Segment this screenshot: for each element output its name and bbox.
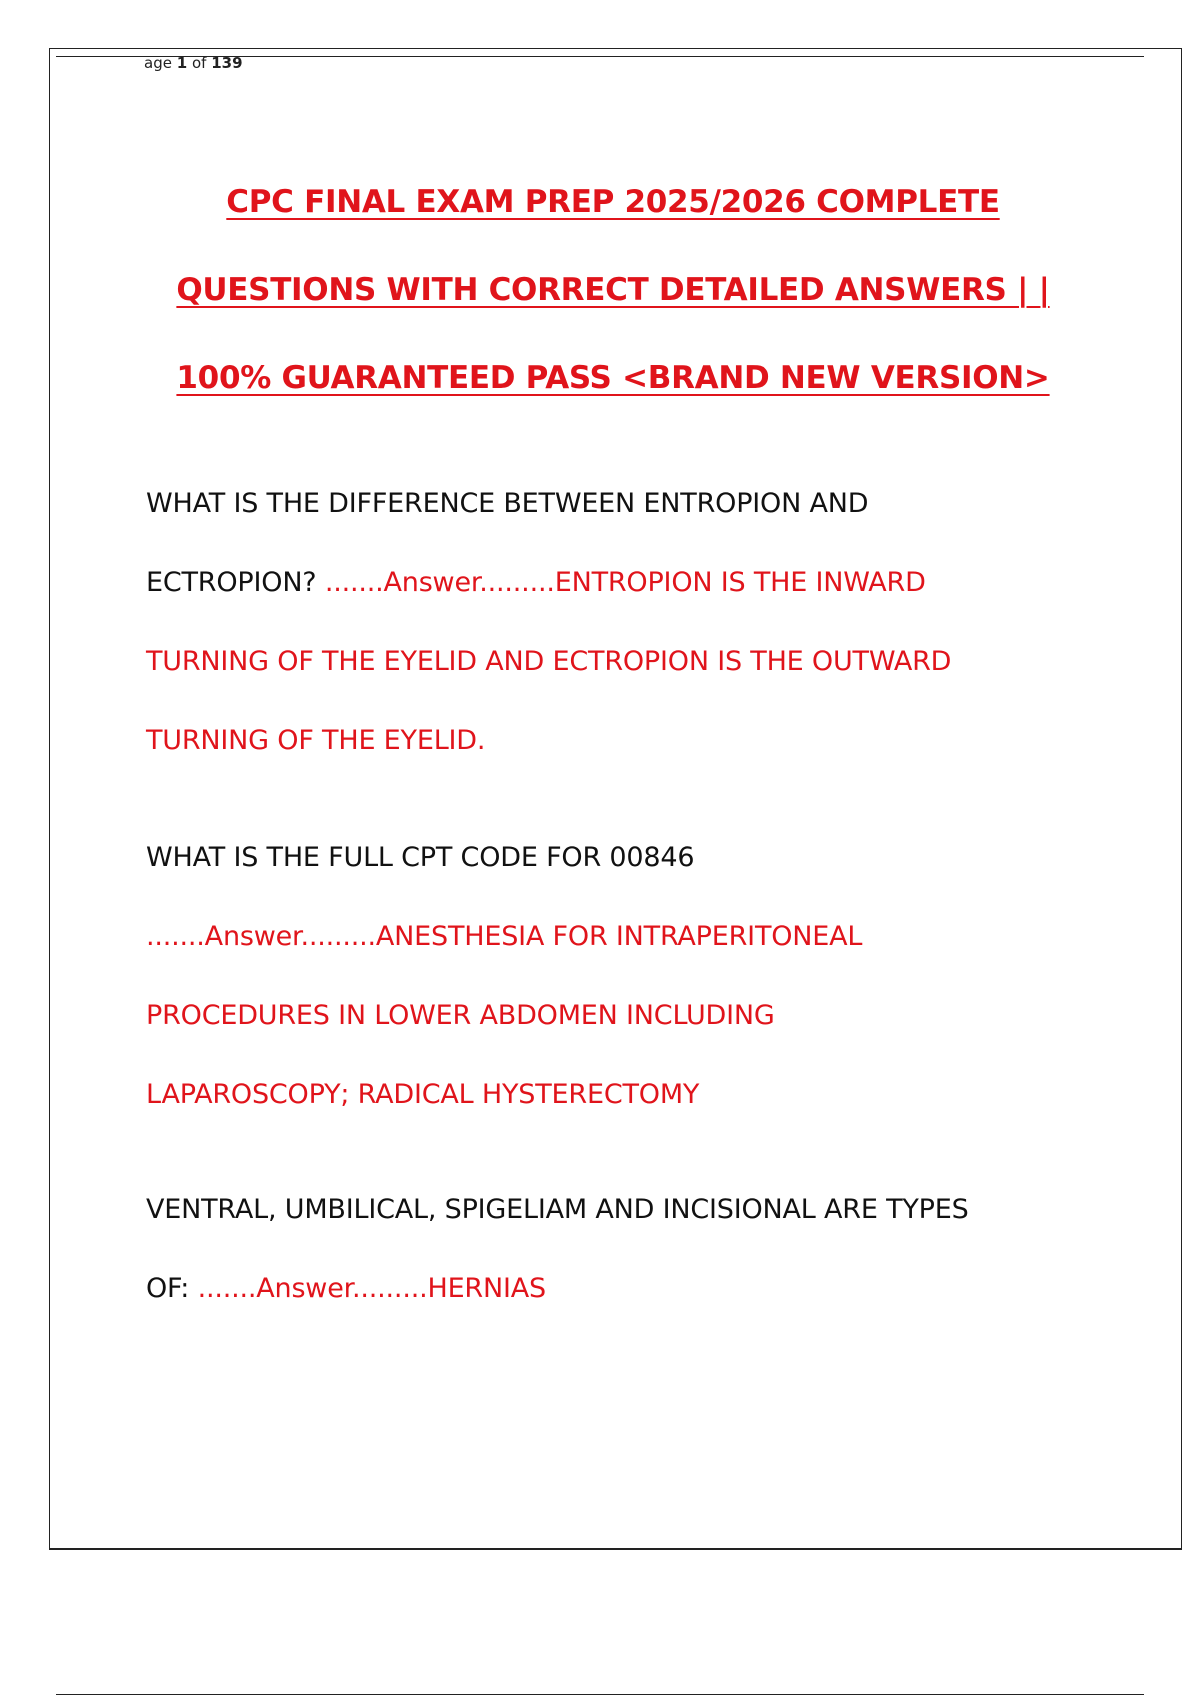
qa-line [146,897,1146,976]
answer-text: .......Answer.........HERNIAS [197,1273,546,1304]
answer-text: .......Answer.........ANESTHESIA FOR INTRAPERITONEAL [146,921,863,952]
qa-line [146,1055,1146,1134]
qa-line [146,701,1146,780]
qa-item [146,818,1146,1134]
qa-line [146,1170,1146,1249]
qa-line [146,622,1146,701]
answer-text: TURNING OF THE EYELID. [146,725,486,756]
qa-item [146,1170,1146,1328]
qa-item [146,464,1146,780]
qa-line [146,818,1146,897]
title-line: CPC FINAL EXAM PREP 2025/2026 COMPLETE [226,184,1000,220]
title-line: QUESTIONS WITH CORRECT DETAILED ANSWERS | | [176,272,1050,308]
question-text: OF: [146,1273,198,1304]
page-current: 1 [176,54,188,72]
title-line: 100% GUARANTEED PASS <BRAND NEW VERSION> [176,360,1050,396]
qa-line [146,976,1146,1055]
question-text: WHAT IS THE FULL CPT CODE FOR 00846 [146,842,695,873]
question-text: WHAT IS THE DIFFERENCE BETWEEN ENTROPION AND [146,488,869,519]
answer-text: LAPAROSCOPY; RADICAL HYSTERECTOMY [146,1079,700,1110]
answer-text: PROCEDURES IN LOWER ABDOMEN INCLUDING [146,1000,775,1031]
answer-text: .......Answer.........ENTROPION IS THE INWARD [324,567,926,598]
page-prefix: age [144,54,172,72]
answer-text: TURNING OF THE EYELID AND ECTROPION IS THE OUTWARD [146,646,952,677]
page-number [144,54,243,72]
question-text: ECTROPION? [146,567,325,598]
document-title [60,180,1166,444]
qa-line [146,1249,1146,1328]
page-total: 139 [211,54,243,72]
qa-line [146,464,1146,543]
qa-line [146,543,1146,622]
bottom-rule [56,1694,1144,1695]
page-of: of [191,54,207,72]
question-text: VENTRAL, UMBILICAL, SPIGELIAM AND INCISIONAL ARE TYPES [146,1194,969,1225]
